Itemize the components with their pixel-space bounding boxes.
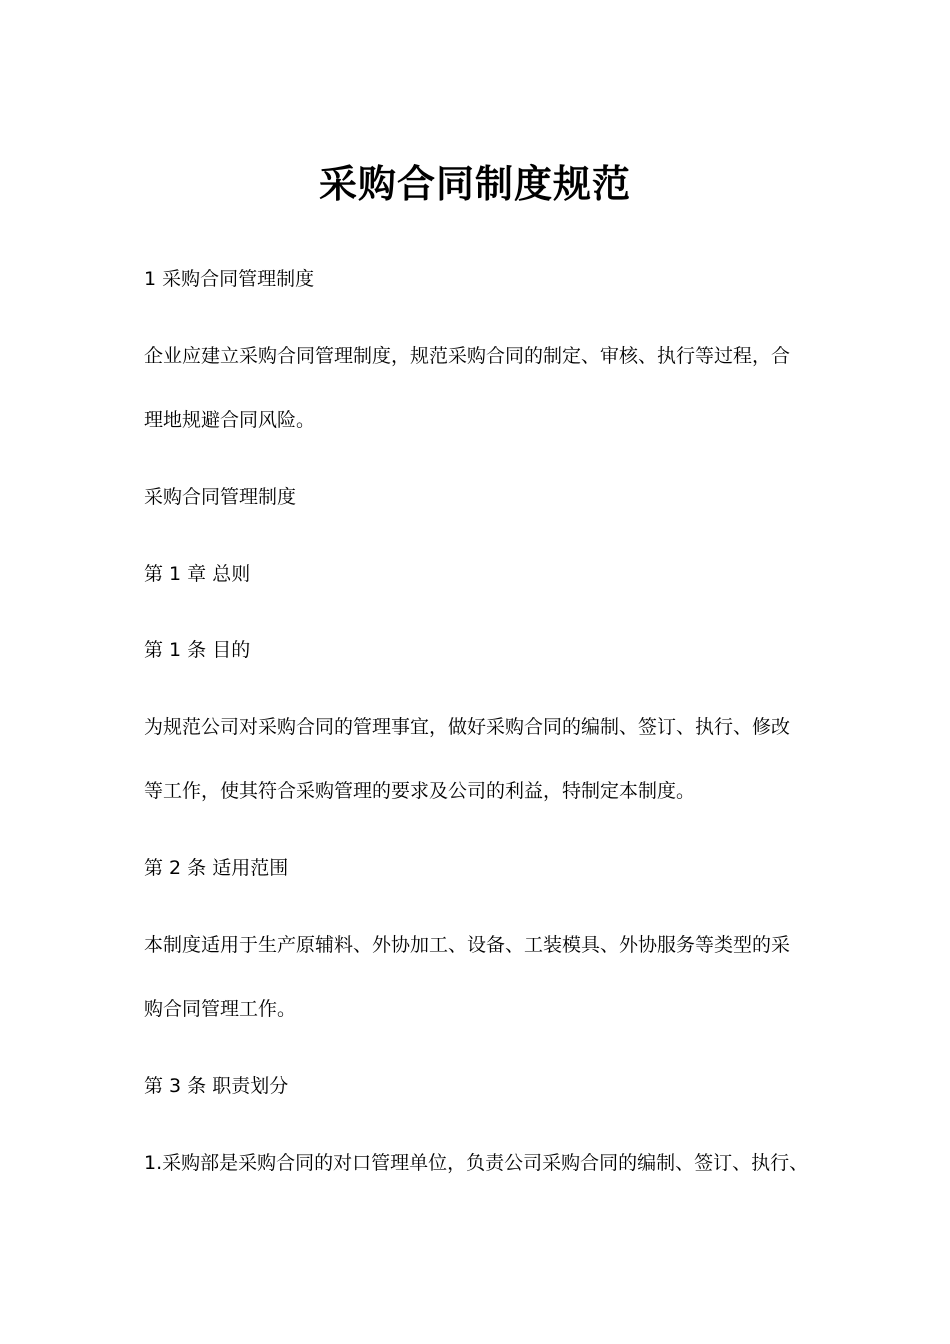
paragraph-line: 1.采购部是采购合同的对口管理单位，负责公司采购合同的编制、签订、执行、 <box>144 1152 809 1174</box>
section-heading: 1 采购合同管理制度 <box>144 268 315 290</box>
article-heading: 第 3 条 职责划分 <box>144 1075 289 1097</box>
document-title: 采购合同制度规范 <box>318 162 631 206</box>
paragraph-line: 企业应建立采购合同管理制度，规范采购合同的制定、审核、执行等过程，合 <box>144 345 791 367</box>
paragraph-line: 为规范公司对采购合同的管理事宜，做好采购合同的编制、签订、执行、修改 <box>144 716 791 738</box>
paragraph-line: 购合同管理工作。 <box>144 998 297 1020</box>
article-heading: 第 1 条 目的 <box>144 639 251 661</box>
article-heading: 第 2 条 适用范围 <box>144 857 289 879</box>
paragraph-line: 理地规避合同风险。 <box>144 409 316 431</box>
paragraph-line: 本制度适用于生产原辅料、外协加工、设备、工装模具、外协服务等类型的采 <box>144 934 791 956</box>
chapter-heading: 第 1 章 总则 <box>144 563 251 585</box>
paragraph-line: 等工作，使其符合采购管理的要求及公司的利益，特制定本制度。 <box>144 780 696 802</box>
subsection-heading: 采购合同管理制度 <box>144 486 297 508</box>
